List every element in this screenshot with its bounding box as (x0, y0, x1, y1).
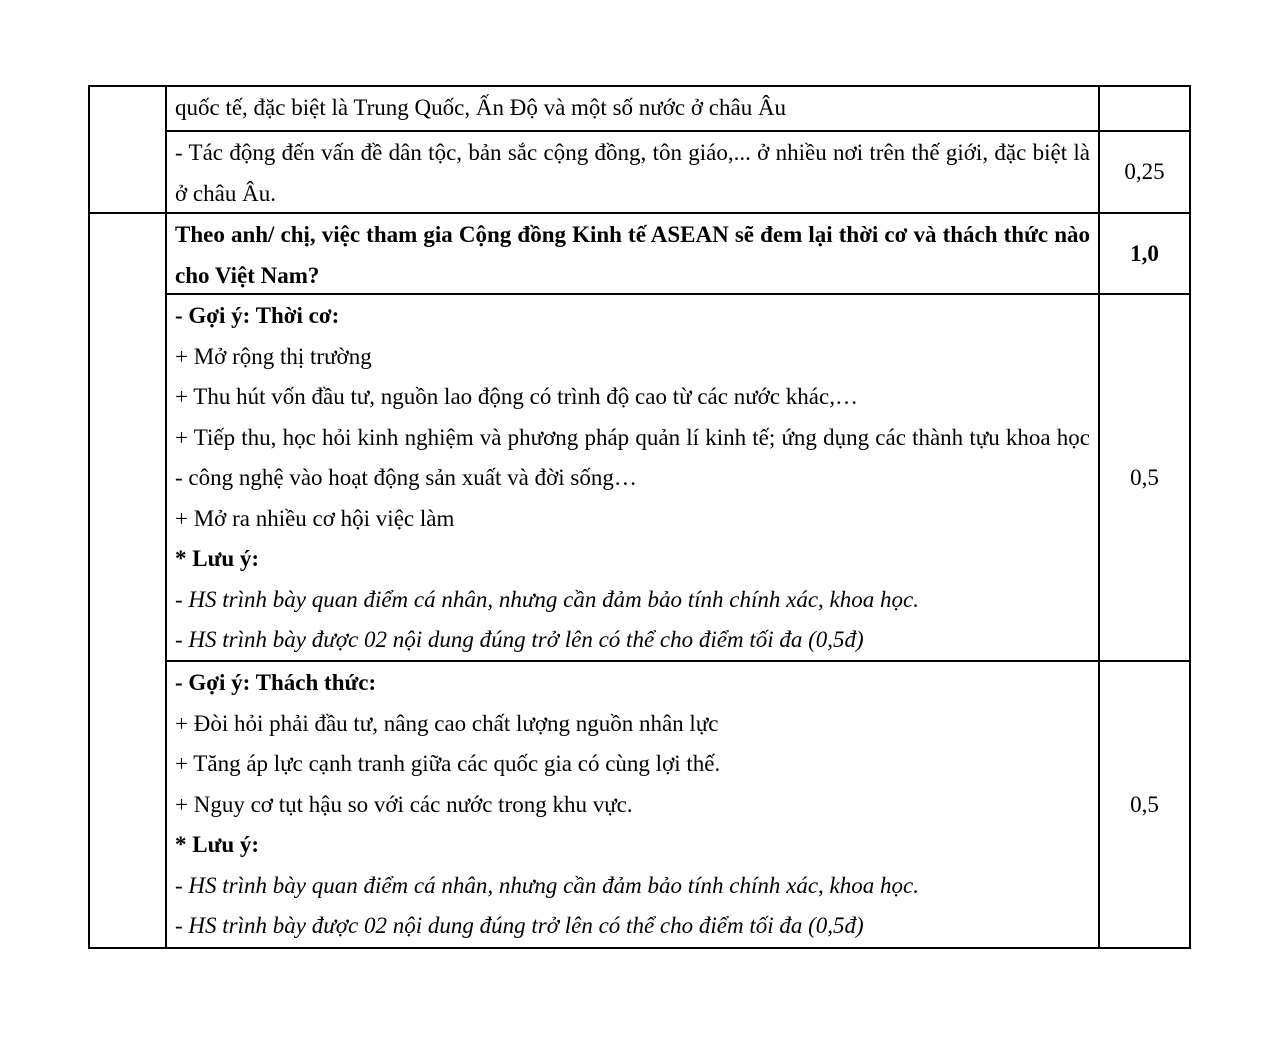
row-challenges-score: 0,5 (1130, 791, 1159, 817)
row-opportunities-line: + Mở ra nhiều cơ hội việc làm (175, 505, 455, 531)
row-opportunities-line: + Mở rộng thị trường (175, 343, 372, 369)
row-opportunities-content (167, 295, 1100, 662)
row-opportunities-line: + Tiếp thu, học hỏi kinh nghiệm và phương pháp quản lí kinh tế; ứng dụng các thành tựu khoa học - công nghệ vào hoạt động sản xuất và đời sống… (175, 424, 1090, 490)
row-question-asean-score: 1,0 (1100, 214, 1189, 295)
row-challenges-line: + Đòi hỏi phải đầu tư, nâng cao chất lượng nguồn nhân lực (175, 710, 719, 736)
row-international-context-score (1100, 87, 1189, 132)
row-opportunities-line: * Lưu ý: (175, 546, 260, 571)
row-international-context-content (167, 87, 1100, 132)
row-impact-ethnic-score: 0,25 (1100, 132, 1189, 214)
row-opportunities-score: 0,5 (1100, 295, 1189, 662)
row-impact-ethnic-line: - Tác động đến vấn đề dân tộc, bản sắc cộng đồng, tôn giáo,... ở nhiều nơi trên thế giới, đặc biệt là ở châu Âu. (175, 140, 1090, 206)
grading-rubric-table (88, 85, 1191, 949)
question-number-cell-bottom (90, 214, 167, 947)
row-opportunities-line: - HS trình bày quan điểm cá nhân, nhưng cần đảm bảo tính chính xác, khoa học. (175, 586, 919, 612)
row-international-context-line: quốc tế, đặc biệt là Trung Quốc, Ấn Độ và một số nước ở châu Âu (175, 95, 787, 120)
row-challenges-line: * Lưu ý: (175, 832, 260, 857)
row-opportunities-line: - Gợi ý: Thời cơ: (175, 303, 340, 328)
row-opportunities-line: + Thu hút vốn đầu tư, nguồn lao động có trình độ cao từ các nước khác,… (175, 384, 858, 409)
row-challenges-line: - HS trình bày quan điểm cá nhân, nhưng cần đảm bảo tính chính xác, khoa học. (175, 872, 919, 898)
row-question-asean-line: Theo anh/ chị, việc tham gia Cộng đồng Kinh tế ASEAN sẽ đem lại thời cơ và thách thức nào cho Việt Nam? (175, 222, 1090, 288)
row-challenges-line: + Tăng áp lực cạnh tranh giữa các quốc gia có cùng lợi thế. (175, 751, 721, 776)
row-challenges-content (167, 662, 1100, 947)
row-impact-ethnic-content (167, 132, 1100, 214)
question-number-cell-top (90, 87, 167, 214)
row-challenges-line: + Nguy cơ tụt hậu so với các nước trong khu vực. (175, 791, 633, 817)
row-challenges-line: - HS trình bày được 02 nội dung đúng trở lên có thể cho điểm tối đa (0,5đ) (175, 913, 864, 938)
row-opportunities-line: - HS trình bày được 02 nội dung đúng trở lên có thể cho điểm tối đa (0,5đ) (175, 627, 864, 652)
row-challenges-line: - Gợi ý: Thách thức: (175, 670, 377, 695)
row-question-asean-content (167, 214, 1100, 295)
